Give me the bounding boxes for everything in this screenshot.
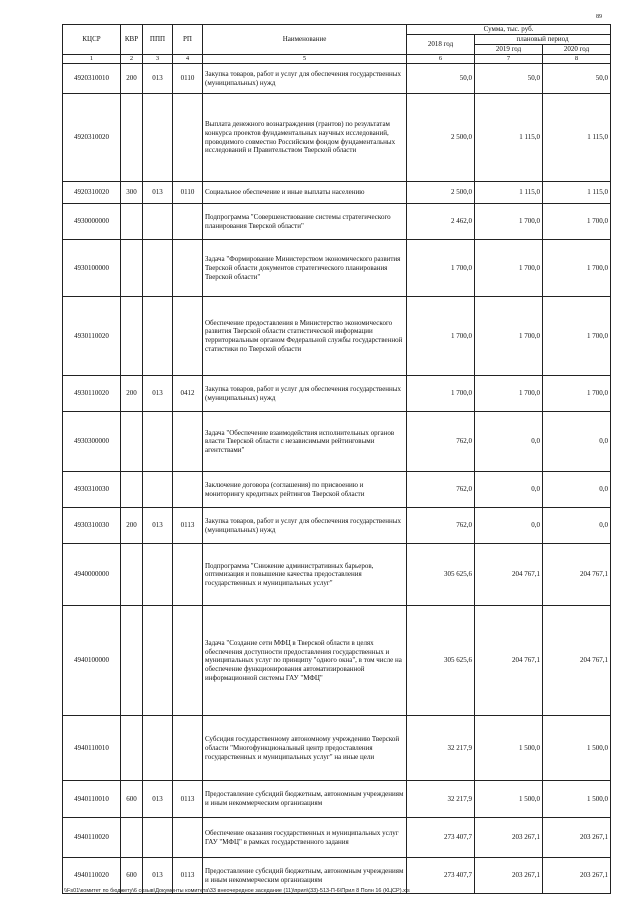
cell-ppp xyxy=(143,716,173,781)
header-sum: Сумма, тыс. руб. xyxy=(407,25,611,35)
table-row xyxy=(63,544,611,606)
cell-name: Задача "Обеспечение взаимодействия исполнительных органов власти Тверской области с независимыми рейтинговыми агентствами" xyxy=(203,412,407,472)
cell-rp: 0113 xyxy=(173,781,203,818)
cell-rp: 0412 xyxy=(173,376,203,412)
cell-name: Субсидия государственному автономному учреждению Тверской области "Многофункциональный центр предоставления государственных и муниципальных услуг" на иные цели xyxy=(203,716,407,781)
cell-name: Закупка товаров, работ и услуг для обеспечения государственных (муниципальных) нужд xyxy=(203,64,407,94)
table-row xyxy=(63,716,611,781)
footer-file-path: \\Fs01\комитет по бюджету\6 созыв\Документы комитета\33 внеочередное заседание (11)\прил\(33)-513-П-6\Прил 8 Полн 16 (КЦСР).xls xyxy=(64,888,410,894)
cell-kvr: 600 xyxy=(121,858,143,894)
cell-rp xyxy=(173,818,203,858)
cell-kcsr: 4940000000 xyxy=(63,544,121,606)
cell-y2019: 1 115,0 xyxy=(475,182,543,204)
cell-ppp xyxy=(143,544,173,606)
cell-kvr: 200 xyxy=(121,376,143,412)
cell-ppp: 013 xyxy=(143,508,173,544)
cell-rp: 0110 xyxy=(173,182,203,204)
cell-kvr xyxy=(121,204,143,240)
cell-y2018: 305 625,6 xyxy=(407,544,475,606)
cell-kvr: 200 xyxy=(121,508,143,544)
cell-rp xyxy=(173,204,203,240)
cell-y2018: 2 500,0 xyxy=(407,94,475,182)
cell-ppp: 013 xyxy=(143,182,173,204)
cell-kvr: 200 xyxy=(121,64,143,94)
column-number-row xyxy=(63,55,611,64)
cell-ppp xyxy=(143,472,173,508)
cell-y2019: 1 700,0 xyxy=(475,240,543,297)
cell-rp xyxy=(173,412,203,472)
cell-rp xyxy=(173,240,203,297)
cell-y2020: 203 267,1 xyxy=(543,858,611,894)
cell-rp xyxy=(173,472,203,508)
cell-kvr xyxy=(121,818,143,858)
cell-y2020: 50,0 xyxy=(543,64,611,94)
cell-y2020: 204 767,1 xyxy=(543,544,611,606)
cell-kvr xyxy=(121,240,143,297)
cell-y2019: 1 700,0 xyxy=(475,297,543,376)
cell-y2019: 50,0 xyxy=(475,64,543,94)
cell-name: Закупка товаров, работ и услуг для обеспечения государственных (муниципальных) нужд xyxy=(203,376,407,412)
cell-rp xyxy=(173,544,203,606)
cell-y2020: 1 115,0 xyxy=(543,182,611,204)
column-number: 6 xyxy=(407,55,475,64)
cell-kvr xyxy=(121,544,143,606)
header-2018: 2018 год xyxy=(407,35,475,55)
column-number: 8 xyxy=(543,55,611,64)
cell-y2018: 32 217,9 xyxy=(407,781,475,818)
cell-kcsr: 4920310020 xyxy=(63,94,121,182)
cell-kvr xyxy=(121,472,143,508)
cell-kcsr: 4930110020 xyxy=(63,376,121,412)
table-row xyxy=(63,297,611,376)
cell-rp: 0113 xyxy=(173,858,203,894)
cell-y2019: 1 500,0 xyxy=(475,781,543,818)
cell-y2019: 203 267,1 xyxy=(475,818,543,858)
cell-y2019: 0,0 xyxy=(475,472,543,508)
column-number: 2 xyxy=(121,55,143,64)
cell-kcsr: 4930000000 xyxy=(63,204,121,240)
table-row xyxy=(63,204,611,240)
cell-kcsr: 4940110010 xyxy=(63,716,121,781)
cell-kcsr: 4930110020 xyxy=(63,297,121,376)
table-row xyxy=(63,606,611,716)
cell-name: Подпрограмма "Совершенствование системы стратегического планирования Тверской области" xyxy=(203,204,407,240)
header-2019: 2019 год xyxy=(475,45,543,55)
cell-kcsr: 4940110020 xyxy=(63,858,121,894)
table-row xyxy=(63,818,611,858)
cell-kvr xyxy=(121,412,143,472)
table-body xyxy=(63,64,611,894)
cell-kvr xyxy=(121,716,143,781)
cell-kvr xyxy=(121,94,143,182)
cell-name: Предоставление субсидий бюджетным, автономным учреждениям и иным некоммерческим организациям xyxy=(203,781,407,818)
cell-y2018: 762,0 xyxy=(407,412,475,472)
cell-kvr xyxy=(121,297,143,376)
cell-name: Задача "Формирование Министерством экономического развития Тверской области документов стратегического планирования Тверской области" xyxy=(203,240,407,297)
cell-y2020: 203 267,1 xyxy=(543,818,611,858)
table-row xyxy=(63,182,611,204)
cell-rp xyxy=(173,606,203,716)
cell-y2019: 204 767,1 xyxy=(475,606,543,716)
cell-kcsr: 4920310010 xyxy=(63,64,121,94)
cell-y2020: 1 500,0 xyxy=(543,716,611,781)
cell-kcsr: 4930300000 xyxy=(63,412,121,472)
cell-ppp xyxy=(143,240,173,297)
cell-y2018: 1 700,0 xyxy=(407,376,475,412)
cell-y2020: 1 700,0 xyxy=(543,376,611,412)
cell-y2018: 1 700,0 xyxy=(407,297,475,376)
cell-y2020: 1 115,0 xyxy=(543,94,611,182)
table-header xyxy=(63,25,611,64)
cell-kcsr: 4930310030 xyxy=(63,508,121,544)
cell-y2019: 0,0 xyxy=(475,412,543,472)
cell-name: Социальное обеспечение и иные выплаты населению xyxy=(203,182,407,204)
cell-y2020: 0,0 xyxy=(543,472,611,508)
cell-kcsr: 4940100000 xyxy=(63,606,121,716)
cell-ppp xyxy=(143,606,173,716)
cell-y2019: 1 500,0 xyxy=(475,716,543,781)
cell-y2018: 273 407,7 xyxy=(407,858,475,894)
budget-table xyxy=(62,24,611,894)
cell-name: Выплата денежного вознаграждения (грантов) по результатам конкурса проектов фундаментальных научных исследований, проводимого совместно Российским фондом фундаментальных исследований и Правительством Тверской области xyxy=(203,94,407,182)
cell-rp: 0113 xyxy=(173,508,203,544)
cell-name: Обеспечение оказания государственных и муниципальных услуг ГАУ "МФЦ" в рамках государственного задания xyxy=(203,818,407,858)
cell-name: Закупка товаров, работ и услуг для обеспечения государственных (муниципальных) нужд xyxy=(203,508,407,544)
cell-y2018: 273 407,7 xyxy=(407,818,475,858)
cell-rp xyxy=(173,716,203,781)
cell-kvr xyxy=(121,606,143,716)
cell-y2018: 2 500,0 xyxy=(407,182,475,204)
column-number: 5 xyxy=(203,55,407,64)
cell-rp xyxy=(173,297,203,376)
cell-name: Задача "Создание сети МФЦ в Тверской области в целях обеспечения доступности предоставления государственных и муниципальных услуг по принципу "одного окна", в том числе на обеспечение функционирования автоматизированной информационной системы ГАУ "МФЦ" xyxy=(203,606,407,716)
cell-ppp xyxy=(143,412,173,472)
table-row xyxy=(63,472,611,508)
cell-y2019: 1 115,0 xyxy=(475,94,543,182)
cell-ppp: 013 xyxy=(143,376,173,412)
cell-y2018: 32 217,9 xyxy=(407,716,475,781)
cell-ppp: 013 xyxy=(143,64,173,94)
cell-rp: 0110 xyxy=(173,64,203,94)
cell-y2020: 204 767,1 xyxy=(543,606,611,716)
cell-rp xyxy=(173,94,203,182)
header-2020: 2020 год xyxy=(543,45,611,55)
table-row xyxy=(63,376,611,412)
cell-name: Заключение договора (соглашения) по присвоению и мониторингу кредитных рейтингов Тверской области xyxy=(203,472,407,508)
cell-y2020: 1 700,0 xyxy=(543,204,611,240)
cell-y2020: 1 500,0 xyxy=(543,781,611,818)
header-kvr: КВР xyxy=(121,25,143,55)
cell-kcsr: 4920310020 xyxy=(63,182,121,204)
header-rp: РП xyxy=(173,25,203,55)
cell-y2018: 762,0 xyxy=(407,508,475,544)
cell-y2018: 305 625,6 xyxy=(407,606,475,716)
table-row xyxy=(63,94,611,182)
cell-kcsr: 4940110020 xyxy=(63,818,121,858)
column-number: 1 xyxy=(63,55,121,64)
cell-kcsr: 4940110010 xyxy=(63,781,121,818)
header-name: Наименование xyxy=(203,25,407,55)
cell-y2018: 1 700,0 xyxy=(407,240,475,297)
cell-kvr: 300 xyxy=(121,182,143,204)
cell-name: Обеспечение предоставления в Министерство экономического развития Тверской области статистической информации территориальным органом Федеральной службы государственной статистики по Тверской области xyxy=(203,297,407,376)
header-ppp: ППП xyxy=(143,25,173,55)
page-number: 89 xyxy=(596,14,602,20)
table-row xyxy=(63,240,611,297)
cell-y2020: 1 700,0 xyxy=(543,297,611,376)
cell-ppp: 013 xyxy=(143,858,173,894)
cell-name: Подпрограмма "Снижение административных барьеров, оптимизация и повышение качества предоставления государственных и муниципальных услуг" xyxy=(203,544,407,606)
table-row xyxy=(63,64,611,94)
cell-y2019: 1 700,0 xyxy=(475,204,543,240)
cell-y2018: 2 462,0 xyxy=(407,204,475,240)
cell-y2020: 0,0 xyxy=(543,412,611,472)
table-row xyxy=(63,508,611,544)
column-number: 3 xyxy=(143,55,173,64)
column-number: 7 xyxy=(475,55,543,64)
cell-ppp: 013 xyxy=(143,781,173,818)
header-kcsr: КЦСР xyxy=(63,25,121,55)
cell-kvr: 600 xyxy=(121,781,143,818)
table-row xyxy=(63,781,611,818)
cell-ppp xyxy=(143,818,173,858)
cell-y2018: 50,0 xyxy=(407,64,475,94)
cell-y2018: 762,0 xyxy=(407,472,475,508)
cell-kcsr: 4930310030 xyxy=(63,472,121,508)
cell-y2020: 0,0 xyxy=(543,508,611,544)
cell-y2019: 0,0 xyxy=(475,508,543,544)
cell-ppp xyxy=(143,297,173,376)
cell-y2019: 1 700,0 xyxy=(475,376,543,412)
cell-name: Предоставление субсидий бюджетным, автономным учреждениям и иным некоммерческим организациям xyxy=(203,858,407,894)
cell-y2019: 203 267,1 xyxy=(475,858,543,894)
cell-ppp xyxy=(143,94,173,182)
cell-y2019: 204 767,1 xyxy=(475,544,543,606)
table-row xyxy=(63,412,611,472)
column-number: 4 xyxy=(173,55,203,64)
cell-y2020: 1 700,0 xyxy=(543,240,611,297)
cell-ppp xyxy=(143,204,173,240)
header-planned-period: плановый период xyxy=(475,35,611,45)
cell-kcsr: 4930100000 xyxy=(63,240,121,297)
